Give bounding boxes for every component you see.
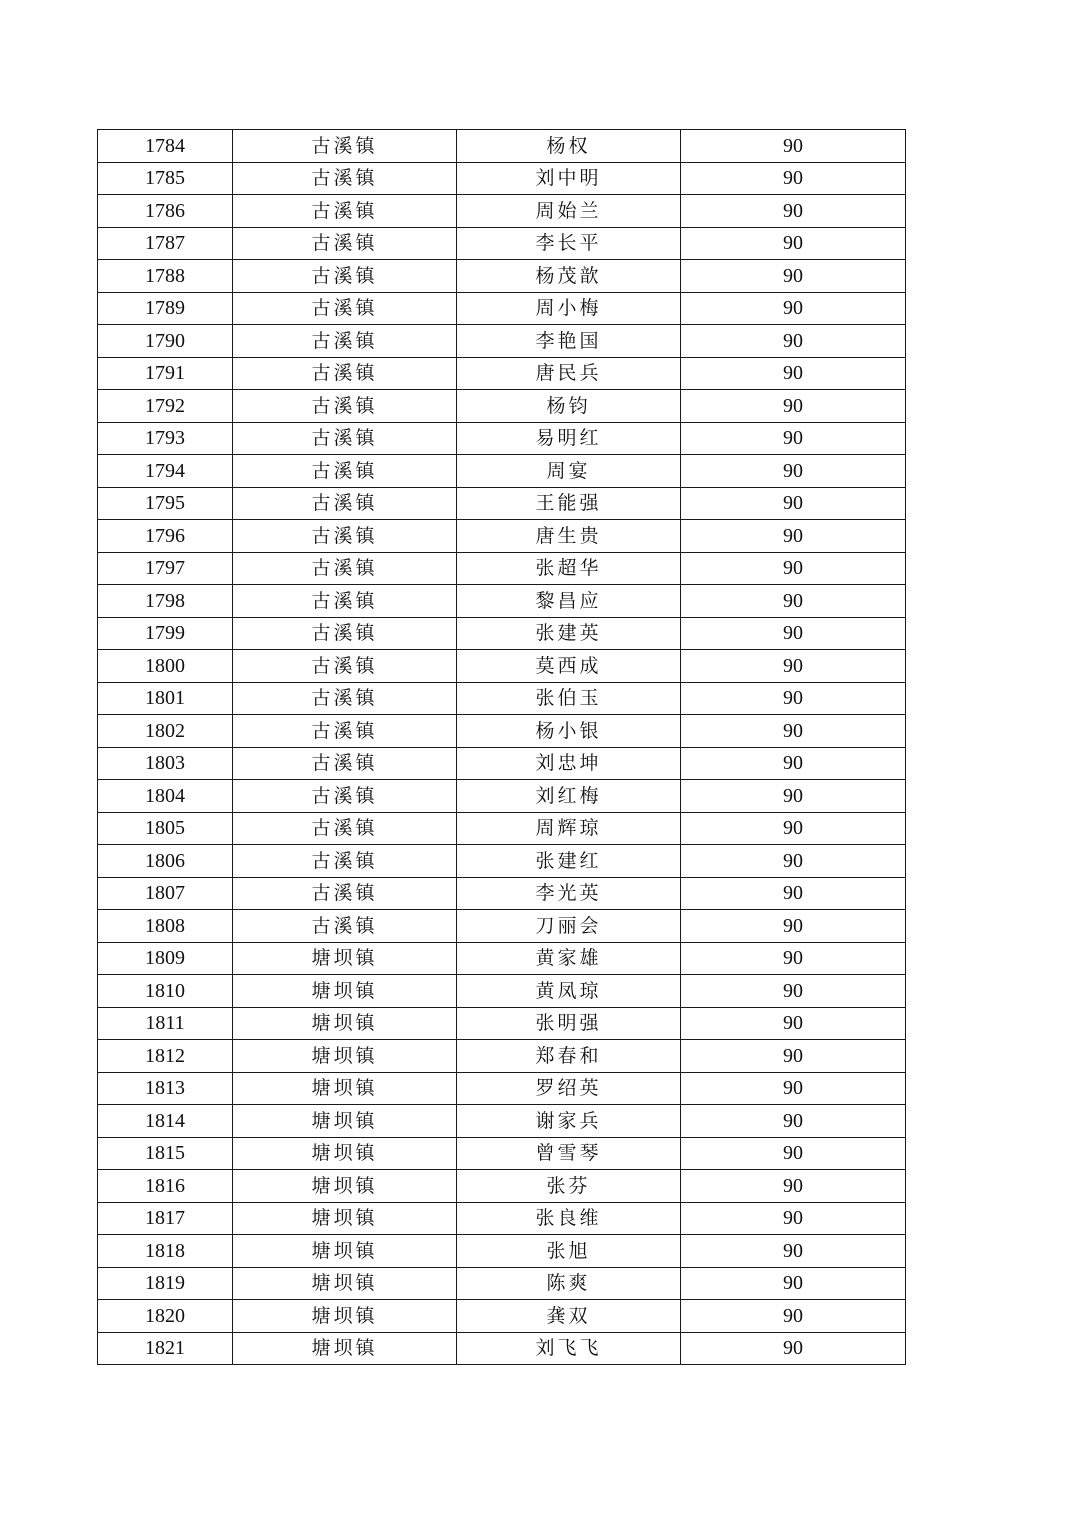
town-cell: 古溪镇 — [233, 812, 457, 845]
amount-cell: 90 — [681, 812, 906, 845]
person-name-cell: 谢家兵 — [457, 1105, 681, 1138]
person-name-cell: 黄凤琼 — [457, 975, 681, 1008]
amount-cell: 90 — [681, 325, 906, 358]
town-cell: 古溪镇 — [233, 422, 457, 455]
amount-cell: 90 — [681, 227, 906, 260]
serial-number-cell: 1784 — [98, 130, 233, 163]
town-cell: 古溪镇 — [233, 292, 457, 325]
amount-cell: 90 — [681, 845, 906, 878]
table-row — [98, 975, 906, 1008]
serial-number-cell: 1804 — [98, 780, 233, 813]
table-row — [98, 877, 906, 910]
table-row — [98, 812, 906, 845]
serial-number-cell: 1798 — [98, 585, 233, 618]
amount-cell: 90 — [681, 1040, 906, 1073]
amount-cell: 90 — [681, 195, 906, 228]
amount-cell: 90 — [681, 130, 906, 163]
table-row — [98, 910, 906, 943]
serial-number-cell: 1814 — [98, 1105, 233, 1138]
person-name-cell: 张建英 — [457, 617, 681, 650]
table-row — [98, 390, 906, 423]
table-row — [98, 1267, 906, 1300]
serial-number-cell: 1785 — [98, 162, 233, 195]
town-cell: 塘坝镇 — [233, 1105, 457, 1138]
amount-cell: 90 — [681, 1072, 906, 1105]
person-name-cell: 周宴 — [457, 455, 681, 488]
serial-number-cell: 1805 — [98, 812, 233, 845]
table-row — [98, 227, 906, 260]
serial-number-cell: 1807 — [98, 877, 233, 910]
serial-number-cell: 1819 — [98, 1267, 233, 1300]
amount-cell: 90 — [681, 260, 906, 293]
town-cell: 古溪镇 — [233, 260, 457, 293]
table-row — [98, 1235, 906, 1268]
serial-number-cell: 1812 — [98, 1040, 233, 1073]
serial-number-cell: 1809 — [98, 942, 233, 975]
amount-cell: 90 — [681, 292, 906, 325]
table-row — [98, 162, 906, 195]
person-name-cell: 易明红 — [457, 422, 681, 455]
serial-number-cell: 1808 — [98, 910, 233, 943]
amount-cell: 90 — [681, 877, 906, 910]
person-name-cell: 刘飞飞 — [457, 1332, 681, 1365]
town-cell: 塘坝镇 — [233, 1202, 457, 1235]
serial-number-cell: 1801 — [98, 682, 233, 715]
amount-cell: 90 — [681, 1105, 906, 1138]
person-name-cell: 张建红 — [457, 845, 681, 878]
serial-number-cell: 1788 — [98, 260, 233, 293]
person-name-cell: 张旭 — [457, 1235, 681, 1268]
amount-cell: 90 — [681, 1137, 906, 1170]
serial-number-cell: 1790 — [98, 325, 233, 358]
person-name-cell: 杨权 — [457, 130, 681, 163]
table-row — [98, 357, 906, 390]
town-cell: 古溪镇 — [233, 487, 457, 520]
serial-number-cell: 1797 — [98, 552, 233, 585]
person-name-cell: 黄家雄 — [457, 942, 681, 975]
amount-cell: 90 — [681, 1235, 906, 1268]
serial-number-cell: 1789 — [98, 292, 233, 325]
amount-cell: 90 — [681, 585, 906, 618]
table-row — [98, 292, 906, 325]
table-row — [98, 1170, 906, 1203]
person-name-cell: 张明强 — [457, 1007, 681, 1040]
serial-number-cell: 1810 — [98, 975, 233, 1008]
table-row — [98, 422, 906, 455]
serial-number-cell: 1813 — [98, 1072, 233, 1105]
town-cell: 古溪镇 — [233, 130, 457, 163]
town-cell: 古溪镇 — [233, 455, 457, 488]
person-name-cell: 刘忠坤 — [457, 747, 681, 780]
amount-cell: 90 — [681, 1202, 906, 1235]
town-cell: 塘坝镇 — [233, 942, 457, 975]
table-row — [98, 650, 906, 683]
amount-cell: 90 — [681, 942, 906, 975]
person-name-cell: 刘中明 — [457, 162, 681, 195]
serial-number-cell: 1786 — [98, 195, 233, 228]
serial-number-cell: 1787 — [98, 227, 233, 260]
town-cell: 古溪镇 — [233, 877, 457, 910]
town-cell: 塘坝镇 — [233, 1137, 457, 1170]
table-row — [98, 715, 906, 748]
amount-cell: 90 — [681, 747, 906, 780]
person-name-cell: 陈爽 — [457, 1267, 681, 1300]
town-cell: 塘坝镇 — [233, 1040, 457, 1073]
table-row — [98, 1332, 906, 1365]
table-row — [98, 617, 906, 650]
serial-number-cell: 1818 — [98, 1235, 233, 1268]
table-row — [98, 845, 906, 878]
town-cell: 古溪镇 — [233, 227, 457, 260]
amount-cell: 90 — [681, 422, 906, 455]
table-row — [98, 682, 906, 715]
person-name-cell: 张芬 — [457, 1170, 681, 1203]
town-cell: 塘坝镇 — [233, 1072, 457, 1105]
amount-cell: 90 — [681, 975, 906, 1008]
serial-number-cell: 1796 — [98, 520, 233, 553]
town-cell: 古溪镇 — [233, 747, 457, 780]
town-cell: 古溪镇 — [233, 390, 457, 423]
amount-cell: 90 — [681, 650, 906, 683]
amount-cell: 90 — [681, 910, 906, 943]
person-name-cell: 曾雪琴 — [457, 1137, 681, 1170]
serial-number-cell: 1795 — [98, 487, 233, 520]
town-cell: 塘坝镇 — [233, 1007, 457, 1040]
table-row — [98, 552, 906, 585]
town-cell: 塘坝镇 — [233, 1235, 457, 1268]
town-cell: 塘坝镇 — [233, 1332, 457, 1365]
serial-number-cell: 1806 — [98, 845, 233, 878]
person-name-cell: 黎昌应 — [457, 585, 681, 618]
town-cell: 古溪镇 — [233, 910, 457, 943]
table-row — [98, 325, 906, 358]
table-row — [98, 455, 906, 488]
table-row — [98, 1105, 906, 1138]
person-name-cell: 杨茂歆 — [457, 260, 681, 293]
person-name-cell: 龚双 — [457, 1300, 681, 1333]
amount-cell: 90 — [681, 682, 906, 715]
roster-table-body — [98, 130, 906, 1365]
person-name-cell: 刀丽会 — [457, 910, 681, 943]
table-row — [98, 585, 906, 618]
table-row — [98, 1007, 906, 1040]
serial-number-cell: 1800 — [98, 650, 233, 683]
town-cell: 古溪镇 — [233, 357, 457, 390]
amount-cell: 90 — [681, 1300, 906, 1333]
serial-number-cell: 1821 — [98, 1332, 233, 1365]
serial-number-cell: 1791 — [98, 357, 233, 390]
person-name-cell: 李长平 — [457, 227, 681, 260]
town-cell: 古溪镇 — [233, 162, 457, 195]
person-name-cell: 周辉琼 — [457, 812, 681, 845]
town-cell: 古溪镇 — [233, 195, 457, 228]
amount-cell: 90 — [681, 1170, 906, 1203]
table-row — [98, 1202, 906, 1235]
table-row — [98, 130, 906, 163]
town-cell: 古溪镇 — [233, 325, 457, 358]
table-row — [98, 487, 906, 520]
serial-number-cell: 1799 — [98, 617, 233, 650]
town-cell: 古溪镇 — [233, 650, 457, 683]
table-row — [98, 1040, 906, 1073]
serial-number-cell: 1802 — [98, 715, 233, 748]
serial-number-cell: 1816 — [98, 1170, 233, 1203]
table-row — [98, 1072, 906, 1105]
town-cell: 古溪镇 — [233, 780, 457, 813]
person-name-cell: 唐生贵 — [457, 520, 681, 553]
serial-number-cell: 1820 — [98, 1300, 233, 1333]
person-name-cell: 王能强 — [457, 487, 681, 520]
amount-cell: 90 — [681, 1007, 906, 1040]
serial-number-cell: 1793 — [98, 422, 233, 455]
person-name-cell: 张伯玉 — [457, 682, 681, 715]
person-name-cell: 李艳国 — [457, 325, 681, 358]
person-name-cell: 周始兰 — [457, 195, 681, 228]
town-cell: 塘坝镇 — [233, 1300, 457, 1333]
serial-number-cell: 1817 — [98, 1202, 233, 1235]
amount-cell: 90 — [681, 487, 906, 520]
town-cell: 古溪镇 — [233, 682, 457, 715]
town-cell: 古溪镇 — [233, 585, 457, 618]
person-name-cell: 李光英 — [457, 877, 681, 910]
serial-number-cell: 1803 — [98, 747, 233, 780]
amount-cell: 90 — [681, 552, 906, 585]
person-name-cell: 张良维 — [457, 1202, 681, 1235]
table-row — [98, 780, 906, 813]
table-row — [98, 942, 906, 975]
serial-number-cell: 1794 — [98, 455, 233, 488]
town-cell: 古溪镇 — [233, 617, 457, 650]
person-name-cell: 刘红梅 — [457, 780, 681, 813]
town-cell: 古溪镇 — [233, 520, 457, 553]
amount-cell: 90 — [681, 1267, 906, 1300]
town-cell: 塘坝镇 — [233, 1170, 457, 1203]
amount-cell: 90 — [681, 455, 906, 488]
serial-number-cell: 1792 — [98, 390, 233, 423]
table-row — [98, 1137, 906, 1170]
person-name-cell: 杨小银 — [457, 715, 681, 748]
town-cell: 古溪镇 — [233, 552, 457, 585]
person-name-cell: 唐民兵 — [457, 357, 681, 390]
table-row — [98, 1300, 906, 1333]
amount-cell: 90 — [681, 520, 906, 553]
amount-cell: 90 — [681, 390, 906, 423]
person-name-cell: 张超华 — [457, 552, 681, 585]
town-cell: 古溪镇 — [233, 845, 457, 878]
amount-cell: 90 — [681, 162, 906, 195]
person-name-cell: 罗绍英 — [457, 1072, 681, 1105]
table-row — [98, 520, 906, 553]
roster-table — [97, 129, 906, 1365]
amount-cell: 90 — [681, 780, 906, 813]
serial-number-cell: 1815 — [98, 1137, 233, 1170]
amount-cell: 90 — [681, 715, 906, 748]
town-cell: 塘坝镇 — [233, 975, 457, 1008]
table-row — [98, 747, 906, 780]
amount-cell: 90 — [681, 1332, 906, 1365]
amount-cell: 90 — [681, 617, 906, 650]
table-row — [98, 260, 906, 293]
town-cell: 塘坝镇 — [233, 1267, 457, 1300]
person-name-cell: 周小梅 — [457, 292, 681, 325]
amount-cell: 90 — [681, 357, 906, 390]
person-name-cell: 莫西成 — [457, 650, 681, 683]
table-row — [98, 195, 906, 228]
town-cell: 古溪镇 — [233, 715, 457, 748]
serial-number-cell: 1811 — [98, 1007, 233, 1040]
person-name-cell: 杨钧 — [457, 390, 681, 423]
person-name-cell: 郑春和 — [457, 1040, 681, 1073]
